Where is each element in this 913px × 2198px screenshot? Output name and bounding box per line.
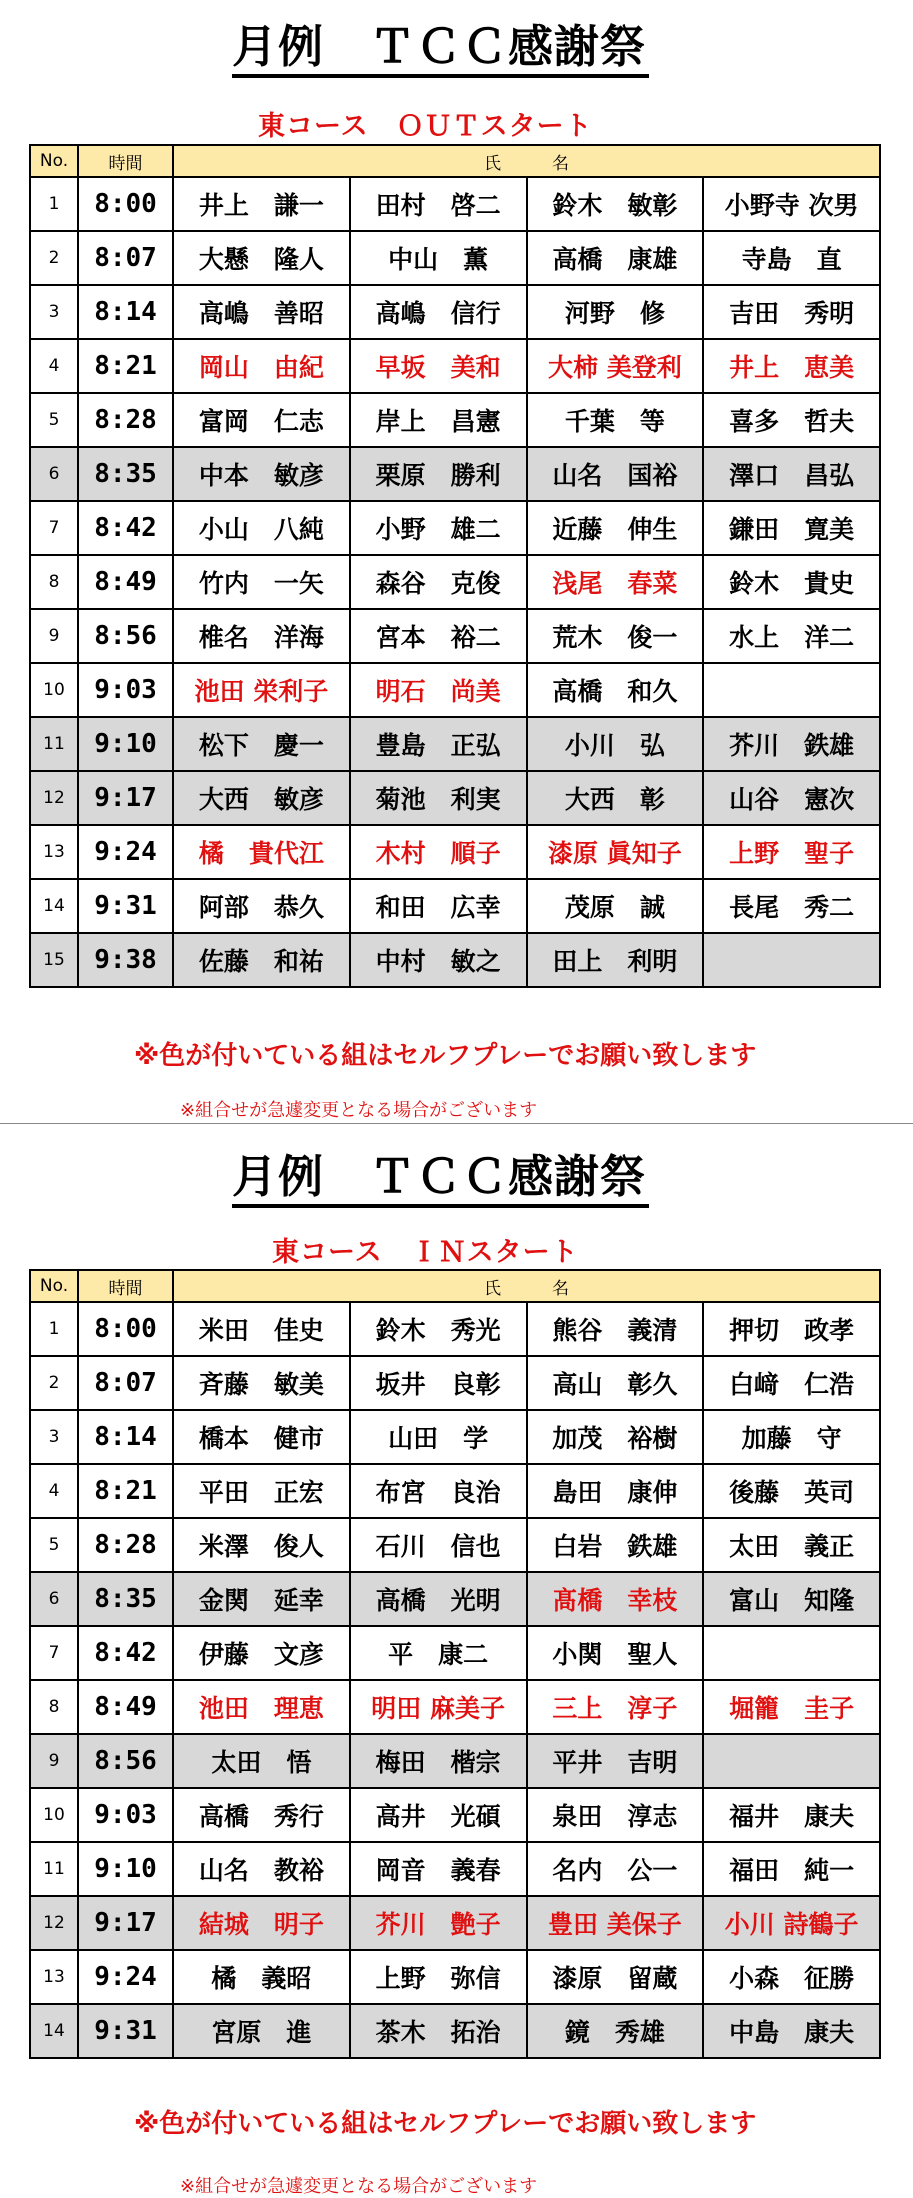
tee-time: 8:21 (78, 339, 173, 393)
group-number: 10 (30, 663, 78, 717)
tee-time: 8:35 (78, 1572, 173, 1626)
player-name: 堀籠 圭子 (703, 1680, 880, 1734)
player-name: 山名 教裕 (173, 1842, 350, 1896)
group-number: 12 (30, 1896, 78, 1950)
player-name: 喜多 哲夫 (703, 393, 880, 447)
group-number: 13 (30, 825, 78, 879)
player-name: 鈴木 秀光 (350, 1302, 527, 1356)
player-name: 鈴木 敏彰 (527, 177, 704, 231)
table-header-row (30, 1270, 880, 1302)
player-name: 漆原 留蔵 (527, 1950, 704, 2004)
table-row (30, 717, 880, 771)
table-row (30, 393, 880, 447)
group-number: 10 (30, 1788, 78, 1842)
player-name: 熊谷 義清 (527, 1302, 704, 1356)
table-row (30, 285, 880, 339)
player-name: 名内 公一 (527, 1842, 704, 1896)
table-row (30, 1464, 880, 1518)
table-row (30, 177, 880, 231)
title-underline (232, 1204, 649, 1208)
group-number: 11 (30, 717, 78, 771)
group-number: 3 (30, 285, 78, 339)
group-number: 8 (30, 1680, 78, 1734)
player-name: 平井 吉明 (527, 1734, 704, 1788)
tee-time: 8:07 (78, 231, 173, 285)
player-name: 河野 修 (527, 285, 704, 339)
player-name: 吉田 秀明 (703, 285, 880, 339)
change-note: ※組合せが急遽変更となる場合がございます (180, 2176, 538, 2197)
player-name: 井上 謙一 (173, 177, 350, 231)
tee-time: 8:35 (78, 447, 173, 501)
player-name: 島田 康伸 (527, 1464, 704, 1518)
player-name: 澤口 昌弘 (703, 447, 880, 501)
table-row (30, 501, 880, 555)
table-row (30, 609, 880, 663)
player-name: 岡山 由紀 (173, 339, 350, 393)
table-row (30, 231, 880, 285)
group-number: 2 (30, 231, 78, 285)
player-name: 山名 国裕 (527, 447, 704, 501)
player-name: 茶木 拓治 (350, 2004, 527, 2058)
group-number: 6 (30, 1572, 78, 1626)
player-name: 坂井 良彰 (350, 1356, 527, 1410)
tee-time: 9:31 (78, 879, 173, 933)
group-number: 7 (30, 501, 78, 555)
player-name: 斉藤 敏美 (173, 1356, 350, 1410)
course-subtitle: 東コース ＯＵＴスタート (258, 111, 593, 142)
tee-time: 9:17 (78, 1896, 173, 1950)
player-name: 鏡 秀雄 (527, 2004, 704, 2058)
player-name: 上野 弥信 (350, 1950, 527, 2004)
table-row (30, 1896, 880, 1950)
group-number: 5 (30, 1518, 78, 1572)
player-name: 伊藤 文彦 (173, 1626, 350, 1680)
group-number: 14 (30, 879, 78, 933)
player-name: 大柿 美登利 (527, 339, 704, 393)
player-name: 栗原 勝利 (350, 447, 527, 501)
player-name: 中山 薫 (350, 231, 527, 285)
group-number: 2 (30, 1356, 78, 1410)
player-name: 石川 信也 (350, 1518, 527, 1572)
player-name (703, 1626, 880, 1680)
player-name: 橘 義昭 (173, 1950, 350, 2004)
page-title: 月例 ＴＣＣ感謝祭 (232, 1150, 647, 1203)
player-name: 太田 悟 (173, 1734, 350, 1788)
group-number: 3 (30, 1410, 78, 1464)
player-name: 加藤 守 (703, 1410, 880, 1464)
tee-time: 8:07 (78, 1356, 173, 1410)
tee-time: 9:31 (78, 2004, 173, 2058)
player-name: 小森 征勝 (703, 1950, 880, 2004)
player-name: 富岡 仁志 (173, 393, 350, 447)
player-name: 梅田 楷宗 (350, 1734, 527, 1788)
player-name: 太田 義正 (703, 1518, 880, 1572)
tee-time: 9:24 (78, 825, 173, 879)
player-name: 田村 啓二 (350, 177, 527, 231)
player-name: 福田 純一 (703, 1842, 880, 1896)
table-row (30, 1680, 880, 1734)
table-header-row (30, 145, 880, 177)
player-name: 椎名 洋海 (173, 609, 350, 663)
player-name: 中島 康夫 (703, 2004, 880, 2058)
table-row (30, 1950, 880, 2004)
table-row (30, 1518, 880, 1572)
player-name: 小野寺 次男 (703, 177, 880, 231)
player-name: 小川 詩鶴子 (703, 1896, 880, 1950)
tee-time: 9:10 (78, 717, 173, 771)
player-name (703, 933, 880, 987)
player-name: 田上 利明 (527, 933, 704, 987)
table-row (30, 1356, 880, 1410)
player-name: 小川 弘 (527, 717, 704, 771)
tee-time: 8:28 (78, 1518, 173, 1572)
group-number: 9 (30, 1734, 78, 1788)
group-number: 5 (30, 393, 78, 447)
table-row (30, 1572, 880, 1626)
tee-time: 9:38 (78, 933, 173, 987)
tee-time: 8:14 (78, 1410, 173, 1464)
player-name: 茂原 誠 (527, 879, 704, 933)
self-play-note: ※色が付いている組はセルフプレーでお願い致します (134, 2109, 757, 2139)
tee-time-table (29, 1269, 881, 2059)
header-no: No. (30, 145, 78, 177)
table-row (30, 663, 880, 717)
player-name: 大西 彰 (527, 771, 704, 825)
table-row (30, 1302, 880, 1356)
table-row (30, 447, 880, 501)
header-name: 氏 名 (173, 145, 880, 177)
player-name: 森谷 克俊 (350, 555, 527, 609)
player-name: 米田 佳史 (173, 1302, 350, 1356)
player-name: 布宮 良治 (350, 1464, 527, 1518)
player-name: 高橋 和久 (527, 663, 704, 717)
table-row (30, 1842, 880, 1896)
group-number: 4 (30, 339, 78, 393)
player-name (703, 663, 880, 717)
group-number: 14 (30, 2004, 78, 2058)
player-name: 松下 慶一 (173, 717, 350, 771)
player-name: 後藤 英司 (703, 1464, 880, 1518)
player-name: 竹内 一矢 (173, 555, 350, 609)
tee-time-table (29, 144, 881, 988)
player-name: 泉田 淳志 (527, 1788, 704, 1842)
group-number: 12 (30, 771, 78, 825)
player-name: 長尾 秀二 (703, 879, 880, 933)
player-name: 近藤 伸生 (527, 501, 704, 555)
player-name: 加茂 裕樹 (527, 1410, 704, 1464)
player-name: 高橋 光明 (350, 1572, 527, 1626)
title-underline (232, 74, 649, 78)
group-number: 8 (30, 555, 78, 609)
header-name: 氏 名 (173, 1270, 880, 1302)
player-name: 山田 学 (350, 1410, 527, 1464)
player-name: 上野 聖子 (703, 825, 880, 879)
course-subtitle: 東コース ＩＮスタート (272, 1237, 579, 1268)
player-name: 三上 淳子 (527, 1680, 704, 1734)
header-time: 時間 (78, 1270, 173, 1302)
player-name: 明田 麻美子 (350, 1680, 527, 1734)
table-row (30, 1410, 880, 1464)
tee-time: 8:56 (78, 1734, 173, 1788)
player-name: 和田 広幸 (350, 879, 527, 933)
group-number: 13 (30, 1950, 78, 2004)
section-divider (0, 1123, 913, 1124)
table-row (30, 933, 880, 987)
player-name: 宮原 進 (173, 2004, 350, 2058)
tee-time: 9:03 (78, 663, 173, 717)
tee-time: 8:00 (78, 177, 173, 231)
player-name: 池田 栄利子 (173, 663, 350, 717)
player-name: 大懸 隆人 (173, 231, 350, 285)
player-name: 富山 知隆 (703, 1572, 880, 1626)
player-name: 押切 政孝 (703, 1302, 880, 1356)
header-no: No. (30, 1270, 78, 1302)
player-name: 大西 敏彦 (173, 771, 350, 825)
player-name: 阿部 恭久 (173, 879, 350, 933)
player-name: 荒木 俊一 (527, 609, 704, 663)
player-name: 高嶋 信行 (350, 285, 527, 339)
table-row (30, 1734, 880, 1788)
player-name: 金関 延幸 (173, 1572, 350, 1626)
tee-time: 9:10 (78, 1842, 173, 1896)
change-note: ※組合せが急遽変更となる場合がございます (180, 1100, 538, 1121)
table-row (30, 339, 880, 393)
group-number: 4 (30, 1464, 78, 1518)
player-name: 米澤 俊人 (173, 1518, 350, 1572)
group-number: 1 (30, 177, 78, 231)
player-name: 高井 光碩 (350, 1788, 527, 1842)
table-row (30, 1788, 880, 1842)
table-body (30, 1302, 880, 2058)
player-name: 岸上 昌憲 (350, 393, 527, 447)
player-name: 高橋 秀行 (173, 1788, 350, 1842)
player-name: 水上 洋二 (703, 609, 880, 663)
table-row (30, 879, 880, 933)
header-time: 時間 (78, 145, 173, 177)
tee-time: 8:21 (78, 1464, 173, 1518)
player-name: 鈴木 貴史 (703, 555, 880, 609)
group-number: 7 (30, 1626, 78, 1680)
page-title: 月例 ＴＣＣ感謝祭 (232, 20, 647, 73)
player-name: 木村 順子 (350, 825, 527, 879)
player-name: 芥川 鉄雄 (703, 717, 880, 771)
tee-time: 8:56 (78, 609, 173, 663)
player-name: 宮本 裕二 (350, 609, 527, 663)
player-name: 芥川 艶子 (350, 1896, 527, 1950)
table-row (30, 555, 880, 609)
tee-time: 8:28 (78, 393, 173, 447)
player-name: 高橋 康雄 (527, 231, 704, 285)
player-name: 中村 敏之 (350, 933, 527, 987)
tee-time: 8:00 (78, 1302, 173, 1356)
self-play-note: ※色が付いている組はセルフプレーでお願い致します (134, 1041, 757, 1071)
table-row (30, 771, 880, 825)
player-name: 井上 恵美 (703, 339, 880, 393)
player-name: 寺島 直 (703, 231, 880, 285)
tee-time: 8:49 (78, 1680, 173, 1734)
player-name: 橘 貴代江 (173, 825, 350, 879)
player-name (703, 1734, 880, 1788)
player-name: 平田 正宏 (173, 1464, 350, 1518)
group-number: 9 (30, 609, 78, 663)
player-name: 中本 敏彦 (173, 447, 350, 501)
player-name: 福井 康夫 (703, 1788, 880, 1842)
player-name: 豊田 美保子 (527, 1896, 704, 1950)
table-row (30, 2004, 880, 2058)
player-name: 高嶋 善昭 (173, 285, 350, 339)
group-number: 15 (30, 933, 78, 987)
player-name: 白﨑 仁浩 (703, 1356, 880, 1410)
tee-time: 8:42 (78, 1626, 173, 1680)
player-name: 白岩 鉄雄 (527, 1518, 704, 1572)
player-name: 豊島 正弘 (350, 717, 527, 771)
tee-time: 9:24 (78, 1950, 173, 2004)
tee-time: 9:17 (78, 771, 173, 825)
player-name: 浅尾 春菜 (527, 555, 704, 609)
player-name: 菊池 利実 (350, 771, 527, 825)
player-name: 明石 尚美 (350, 663, 527, 717)
player-name: 山谷 憲次 (703, 771, 880, 825)
group-number: 6 (30, 447, 78, 501)
player-name: 髙橋 幸枝 (527, 1572, 704, 1626)
group-number: 1 (30, 1302, 78, 1356)
in-start-section (0, 1126, 913, 2198)
group-number: 11 (30, 1842, 78, 1896)
player-name: 千葉 等 (527, 393, 704, 447)
player-name: 橋本 健市 (173, 1410, 350, 1464)
player-name: 岡音 義春 (350, 1842, 527, 1896)
player-name: 小山 八純 (173, 501, 350, 555)
tee-time: 8:49 (78, 555, 173, 609)
player-name: 平 康二 (350, 1626, 527, 1680)
player-name: 小野 雄二 (350, 501, 527, 555)
player-name: 結城 明子 (173, 1896, 350, 1950)
tee-time: 8:42 (78, 501, 173, 555)
table-row (30, 825, 880, 879)
tee-time: 8:14 (78, 285, 173, 339)
player-name: 鎌田 寛美 (703, 501, 880, 555)
tee-time: 9:03 (78, 1788, 173, 1842)
table-row (30, 1626, 880, 1680)
player-name: 漆原 眞知子 (527, 825, 704, 879)
player-name: 佐藤 和祐 (173, 933, 350, 987)
player-name: 早坂 美和 (350, 339, 527, 393)
player-name: 池田 理恵 (173, 1680, 350, 1734)
table-body (30, 177, 880, 987)
player-name: 小関 聖人 (527, 1626, 704, 1680)
player-name: 高山 彰久 (527, 1356, 704, 1410)
